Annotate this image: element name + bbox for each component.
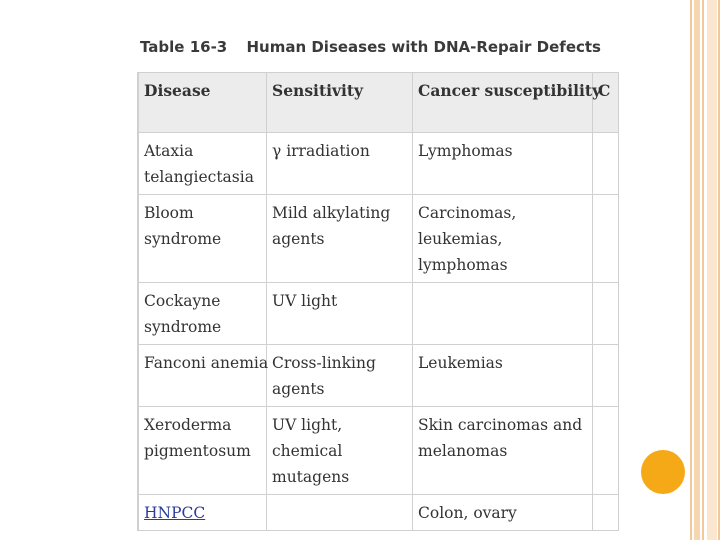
cell-sensitivity: [267, 495, 413, 531]
table-caption: [140, 38, 600, 56]
cell-disease: [139, 495, 267, 531]
cell-truncated: [593, 495, 619, 531]
decorative-border: [690, 0, 720, 540]
cell-truncated: [593, 195, 619, 283]
cell-disease: Cockayne syndrome: [139, 283, 267, 345]
table-row: [139, 283, 619, 345]
cell-disease: Xeroderma pigmentosum: [139, 407, 267, 495]
cell-disease: Ataxia telangiectasia: [139, 133, 267, 195]
cell-truncated: [593, 133, 619, 195]
cell-truncated: [593, 345, 619, 407]
table-row: [139, 195, 619, 283]
cell-cancer: Carcinomas, leukemias, lymphomas: [413, 195, 593, 283]
orange-circle-decoration: [641, 450, 685, 494]
cell-sensitivity: UV light: [267, 283, 413, 345]
slide-content: [137, 38, 611, 531]
table-row: [139, 495, 619, 531]
cell-sensitivity: Mild alkylating agents: [267, 195, 413, 283]
header-disease: Disease: [139, 73, 267, 133]
cell-sensitivity: UV light, chemical mutagens: [267, 407, 413, 495]
table-row: [139, 345, 619, 407]
cell-cancer: Skin carcinomas and melanomas: [413, 407, 593, 495]
cell-cancer: Leukemias: [413, 345, 593, 407]
cell-disease: Bloom syndrome: [139, 195, 267, 283]
cell-cancer: [413, 283, 593, 345]
table-row: [139, 133, 619, 195]
cell-disease: Fanconi anemia: [139, 345, 267, 407]
disease-table: [138, 72, 619, 531]
header-sensitivity: Sensitivity: [267, 73, 413, 133]
header-row: [139, 73, 619, 133]
header-truncated: C: [593, 73, 619, 133]
cell-sensitivity: Cross-linking agents: [267, 345, 413, 407]
cell-truncated: [593, 407, 619, 495]
cell-sensitivity: γ irradiation: [267, 133, 413, 195]
hnpcc-link[interactable]: HNPCC: [144, 504, 206, 522]
table-number: Table 16-3: [140, 38, 228, 56]
header-cancer-susceptibility: Cancer susceptibility: [413, 73, 593, 133]
cell-cancer: Lymphomas: [413, 133, 593, 195]
table-container: [137, 72, 611, 531]
cell-cancer: Colon, ovary: [413, 495, 593, 531]
table-row: [139, 407, 619, 495]
cell-truncated: [593, 283, 619, 345]
table-title: Human Diseases with DNA-Repair Defects: [246, 38, 601, 56]
